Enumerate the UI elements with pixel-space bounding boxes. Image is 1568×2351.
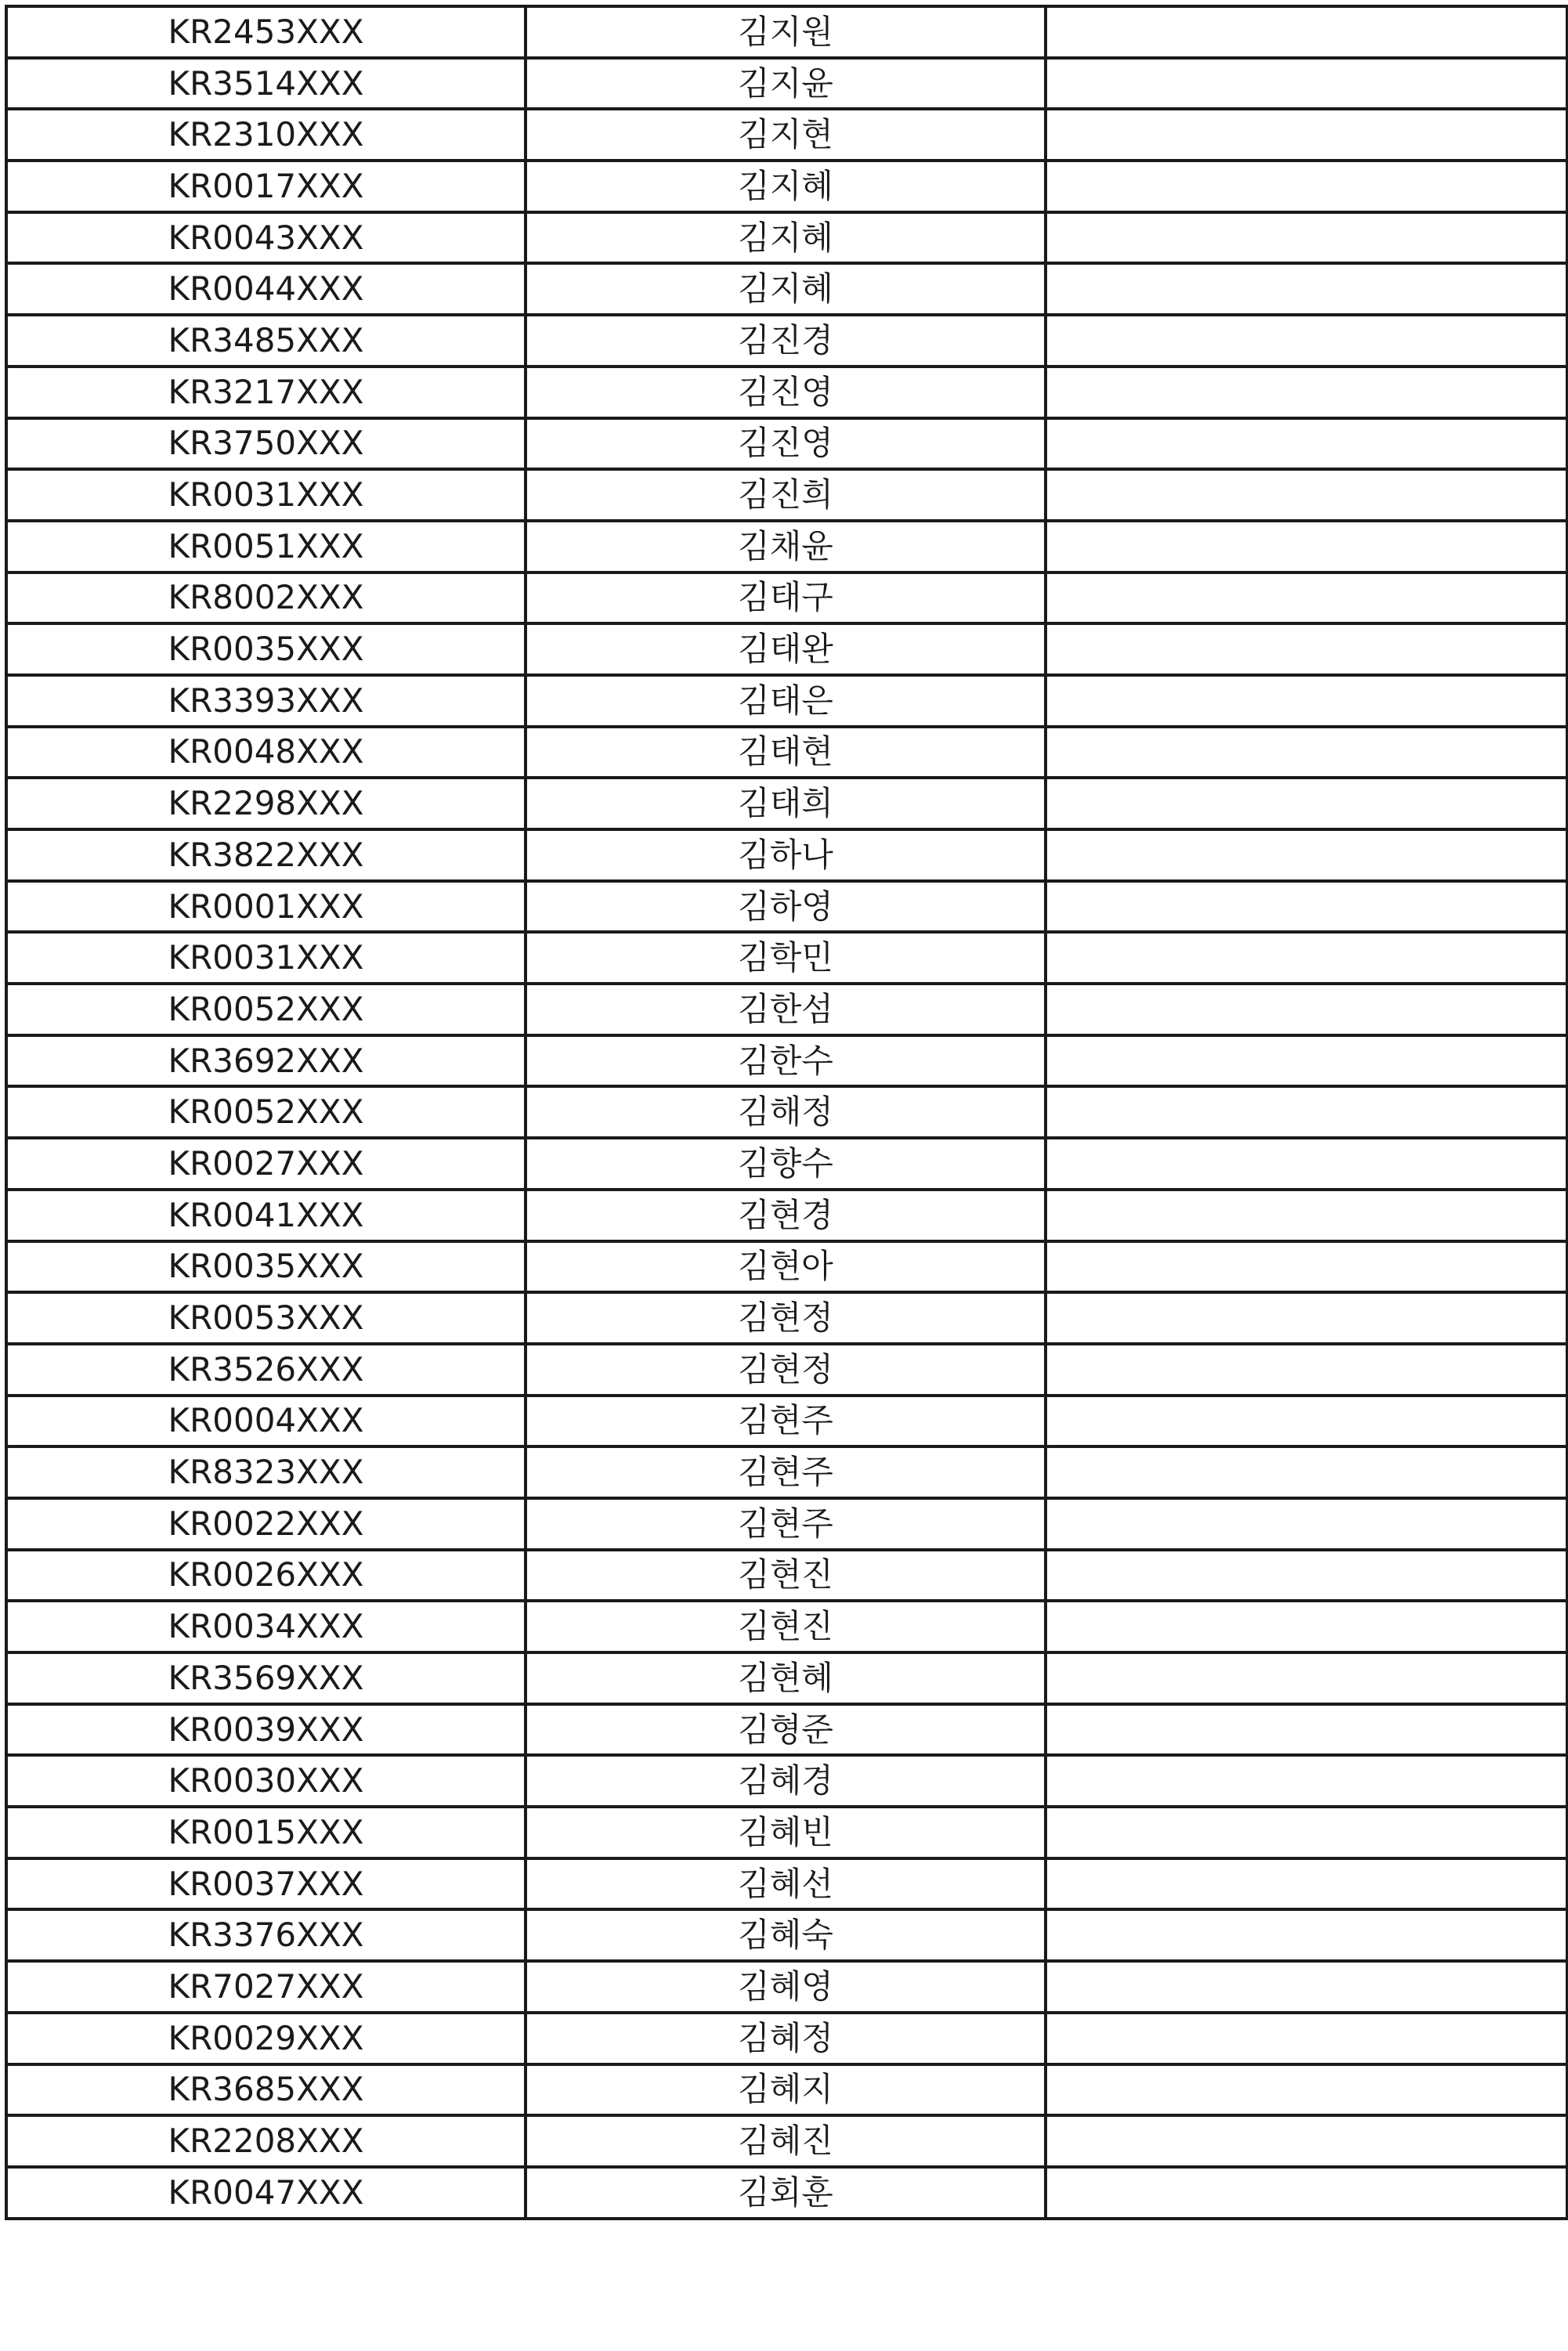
table-row	[6, 1807, 1567, 1858]
table-row	[6, 1241, 1567, 1293]
table-row	[6, 1396, 1567, 1447]
note-cell	[1046, 1550, 1567, 1602]
person-name-cell: 김혜영	[526, 1961, 1046, 2013]
note-cell	[1046, 881, 1567, 933]
table-row	[6, 1858, 1567, 1910]
note-cell	[1046, 1858, 1567, 1910]
table-row	[6, 1961, 1567, 2013]
person-name-cell: 김현진	[526, 1550, 1046, 1602]
table-row	[6, 469, 1567, 521]
person-name-cell: 김현혜	[526, 1652, 1046, 1704]
registration-id-cell: KR2298XXX	[6, 778, 526, 829]
registration-id-cell: KR0004XXX	[6, 1396, 526, 1447]
registration-id-cell: KR0052XXX	[6, 984, 526, 1035]
note-cell	[1046, 778, 1567, 829]
table-row	[6, 1035, 1567, 1087]
table-row	[6, 2013, 1567, 2064]
registration-id-cell: KR0035XXX	[6, 1241, 526, 1293]
note-cell	[1046, 675, 1567, 727]
table-row	[6, 263, 1567, 315]
person-name-cell: 김지혜	[526, 161, 1046, 212]
registration-id-cell: KR2453XXX	[6, 6, 526, 58]
table-row	[6, 829, 1567, 881]
table-row	[6, 727, 1567, 778]
note-cell	[1046, 1086, 1567, 1138]
registration-id-cell: KR7027XXX	[6, 1961, 526, 2013]
table-row	[6, 212, 1567, 264]
person-name-cell: 김지혜	[526, 212, 1046, 264]
registration-id-cell: KR0027XXX	[6, 1138, 526, 1190]
registration-id-cell: KR0029XXX	[6, 2013, 526, 2064]
note-cell	[1046, 932, 1567, 984]
note-cell	[1046, 1704, 1567, 1756]
table-row	[6, 58, 1567, 110]
person-name-cell: 김한섬	[526, 984, 1046, 1035]
registration-id-cell: KR3514XXX	[6, 58, 526, 110]
registration-id-cell: KR0017XXX	[6, 161, 526, 212]
note-cell	[1046, 727, 1567, 778]
person-name-cell: 김해정	[526, 1086, 1046, 1138]
person-name-cell: 김태희	[526, 778, 1046, 829]
registration-id-cell: KR0048XXX	[6, 727, 526, 778]
table-row	[6, 109, 1567, 161]
registration-id-cell: KR0041XXX	[6, 1190, 526, 1241]
person-name-cell: 김혜선	[526, 1858, 1046, 1910]
table-row	[6, 367, 1567, 418]
person-name-cell: 김진희	[526, 469, 1046, 521]
note-cell	[1046, 1190, 1567, 1241]
note-cell	[1046, 2115, 1567, 2167]
table-row	[6, 1446, 1567, 1498]
registration-id-cell: KR2310XXX	[6, 109, 526, 161]
table-row	[6, 1909, 1567, 1961]
registration-id-cell: KR3526XXX	[6, 1344, 526, 1396]
table-row	[6, 932, 1567, 984]
note-cell	[1046, 212, 1567, 264]
person-name-cell: 김태은	[526, 675, 1046, 727]
roster-table-body	[6, 6, 1567, 2219]
table-row	[6, 418, 1567, 470]
note-cell	[1046, 1961, 1567, 2013]
person-name-cell: 김회훈	[526, 2167, 1046, 2219]
note-cell	[1046, 418, 1567, 470]
person-name-cell: 김현경	[526, 1190, 1046, 1241]
registration-id-cell: KR3685XXX	[6, 2064, 526, 2116]
person-name-cell: 김태구	[526, 572, 1046, 624]
person-name-cell: 김태현	[526, 727, 1046, 778]
note-cell	[1046, 1292, 1567, 1344]
note-cell	[1046, 2064, 1567, 2116]
person-name-cell: 김현정	[526, 1344, 1046, 1396]
person-name-cell: 김한수	[526, 1035, 1046, 1087]
table-row	[6, 778, 1567, 829]
table-row	[6, 1292, 1567, 1344]
table-row	[6, 1550, 1567, 1602]
table-row	[6, 161, 1567, 212]
table-row	[6, 1601, 1567, 1652]
person-name-cell: 김혜숙	[526, 1909, 1046, 1961]
roster-table	[5, 5, 1568, 2220]
registration-id-cell: KR3692XXX	[6, 1035, 526, 1087]
roster-sheet	[5, 5, 1566, 2220]
note-cell	[1046, 1344, 1567, 1396]
registration-id-cell: KR0043XXX	[6, 212, 526, 264]
registration-id-cell: KR3217XXX	[6, 367, 526, 418]
person-name-cell: 김현아	[526, 1241, 1046, 1293]
table-row	[6, 1652, 1567, 1704]
person-name-cell: 김현진	[526, 1601, 1046, 1652]
note-cell	[1046, 1909, 1567, 1961]
registration-id-cell: KR0053XXX	[6, 1292, 526, 1344]
person-name-cell: 김향수	[526, 1138, 1046, 1190]
table-row	[6, 1086, 1567, 1138]
table-row	[6, 1755, 1567, 1807]
note-cell	[1046, 1446, 1567, 1498]
table-row	[6, 2064, 1567, 2116]
person-name-cell: 김현주	[526, 1396, 1046, 1447]
registration-id-cell: KR2208XXX	[6, 2115, 526, 2167]
note-cell	[1046, 984, 1567, 1035]
note-cell	[1046, 58, 1567, 110]
person-name-cell: 김지현	[526, 109, 1046, 161]
table-row	[6, 1498, 1567, 1550]
person-name-cell: 김채윤	[526, 521, 1046, 572]
table-row	[6, 675, 1567, 727]
person-name-cell: 김혜정	[526, 2013, 1046, 2064]
table-row	[6, 1138, 1567, 1190]
table-row	[6, 1344, 1567, 1396]
registration-id-cell: KR0047XXX	[6, 2167, 526, 2219]
registration-id-cell: KR0001XXX	[6, 881, 526, 933]
registration-id-cell: KR0031XXX	[6, 932, 526, 984]
person-name-cell: 김현주	[526, 1446, 1046, 1498]
person-name-cell: 김혜진	[526, 2115, 1046, 2167]
registration-id-cell: KR0052XXX	[6, 1086, 526, 1138]
note-cell	[1046, 1498, 1567, 1550]
table-row	[6, 2167, 1567, 2219]
note-cell	[1046, 1601, 1567, 1652]
person-name-cell: 김현정	[526, 1292, 1046, 1344]
registration-id-cell: KR3485XXX	[6, 315, 526, 367]
registration-id-cell: KR3569XXX	[6, 1652, 526, 1704]
person-name-cell: 김하나	[526, 829, 1046, 881]
person-name-cell: 김현주	[526, 1498, 1046, 1550]
registration-id-cell: KR0031XXX	[6, 469, 526, 521]
table-row	[6, 1704, 1567, 1756]
registration-id-cell: KR3376XXX	[6, 1909, 526, 1961]
person-name-cell: 김혜빈	[526, 1807, 1046, 1858]
note-cell	[1046, 469, 1567, 521]
table-row	[6, 623, 1567, 675]
note-cell	[1046, 263, 1567, 315]
person-name-cell: 김혜지	[526, 2064, 1046, 2116]
person-name-cell: 김형준	[526, 1704, 1046, 1756]
note-cell	[1046, 1807, 1567, 1858]
table-row	[6, 521, 1567, 572]
note-cell	[1046, 1035, 1567, 1087]
person-name-cell: 김진영	[526, 367, 1046, 418]
note-cell	[1046, 6, 1567, 58]
registration-id-cell: KR3393XXX	[6, 675, 526, 727]
registration-id-cell: KR0037XXX	[6, 1858, 526, 1910]
note-cell	[1046, 367, 1567, 418]
registration-id-cell: KR0035XXX	[6, 623, 526, 675]
person-name-cell: 김혜경	[526, 1755, 1046, 1807]
person-name-cell: 김진경	[526, 315, 1046, 367]
person-name-cell: 김학민	[526, 932, 1046, 984]
registration-id-cell: KR0015XXX	[6, 1807, 526, 1858]
note-cell	[1046, 572, 1567, 624]
registration-id-cell: KR3750XXX	[6, 418, 526, 470]
registration-id-cell: KR0051XXX	[6, 521, 526, 572]
table-row	[6, 881, 1567, 933]
table-row	[6, 1190, 1567, 1241]
table-row	[6, 984, 1567, 1035]
note-cell	[1046, 1396, 1567, 1447]
registration-id-cell: KR0044XXX	[6, 263, 526, 315]
registration-id-cell: KR3822XXX	[6, 829, 526, 881]
table-row	[6, 6, 1567, 58]
registration-id-cell: KR8323XXX	[6, 1446, 526, 1498]
registration-id-cell: KR0030XXX	[6, 1755, 526, 1807]
registration-id-cell: KR0034XXX	[6, 1601, 526, 1652]
note-cell	[1046, 521, 1567, 572]
note-cell	[1046, 1652, 1567, 1704]
table-row	[6, 315, 1567, 367]
person-name-cell: 김진영	[526, 418, 1046, 470]
person-name-cell: 김태완	[526, 623, 1046, 675]
note-cell	[1046, 1755, 1567, 1807]
registration-id-cell: KR8002XXX	[6, 572, 526, 624]
person-name-cell: 김지혜	[526, 263, 1046, 315]
registration-id-cell: KR0039XXX	[6, 1704, 526, 1756]
note-cell	[1046, 2013, 1567, 2064]
note-cell	[1046, 623, 1567, 675]
registration-id-cell: KR0022XXX	[6, 1498, 526, 1550]
note-cell	[1046, 829, 1567, 881]
person-name-cell: 김하영	[526, 881, 1046, 933]
person-name-cell: 김지원	[526, 6, 1046, 58]
note-cell	[1046, 1241, 1567, 1293]
note-cell	[1046, 161, 1567, 212]
note-cell	[1046, 2167, 1567, 2219]
note-cell	[1046, 109, 1567, 161]
table-row	[6, 2115, 1567, 2167]
table-row	[6, 572, 1567, 624]
note-cell	[1046, 315, 1567, 367]
registration-id-cell: KR0026XXX	[6, 1550, 526, 1602]
note-cell	[1046, 1138, 1567, 1190]
person-name-cell: 김지윤	[526, 58, 1046, 110]
